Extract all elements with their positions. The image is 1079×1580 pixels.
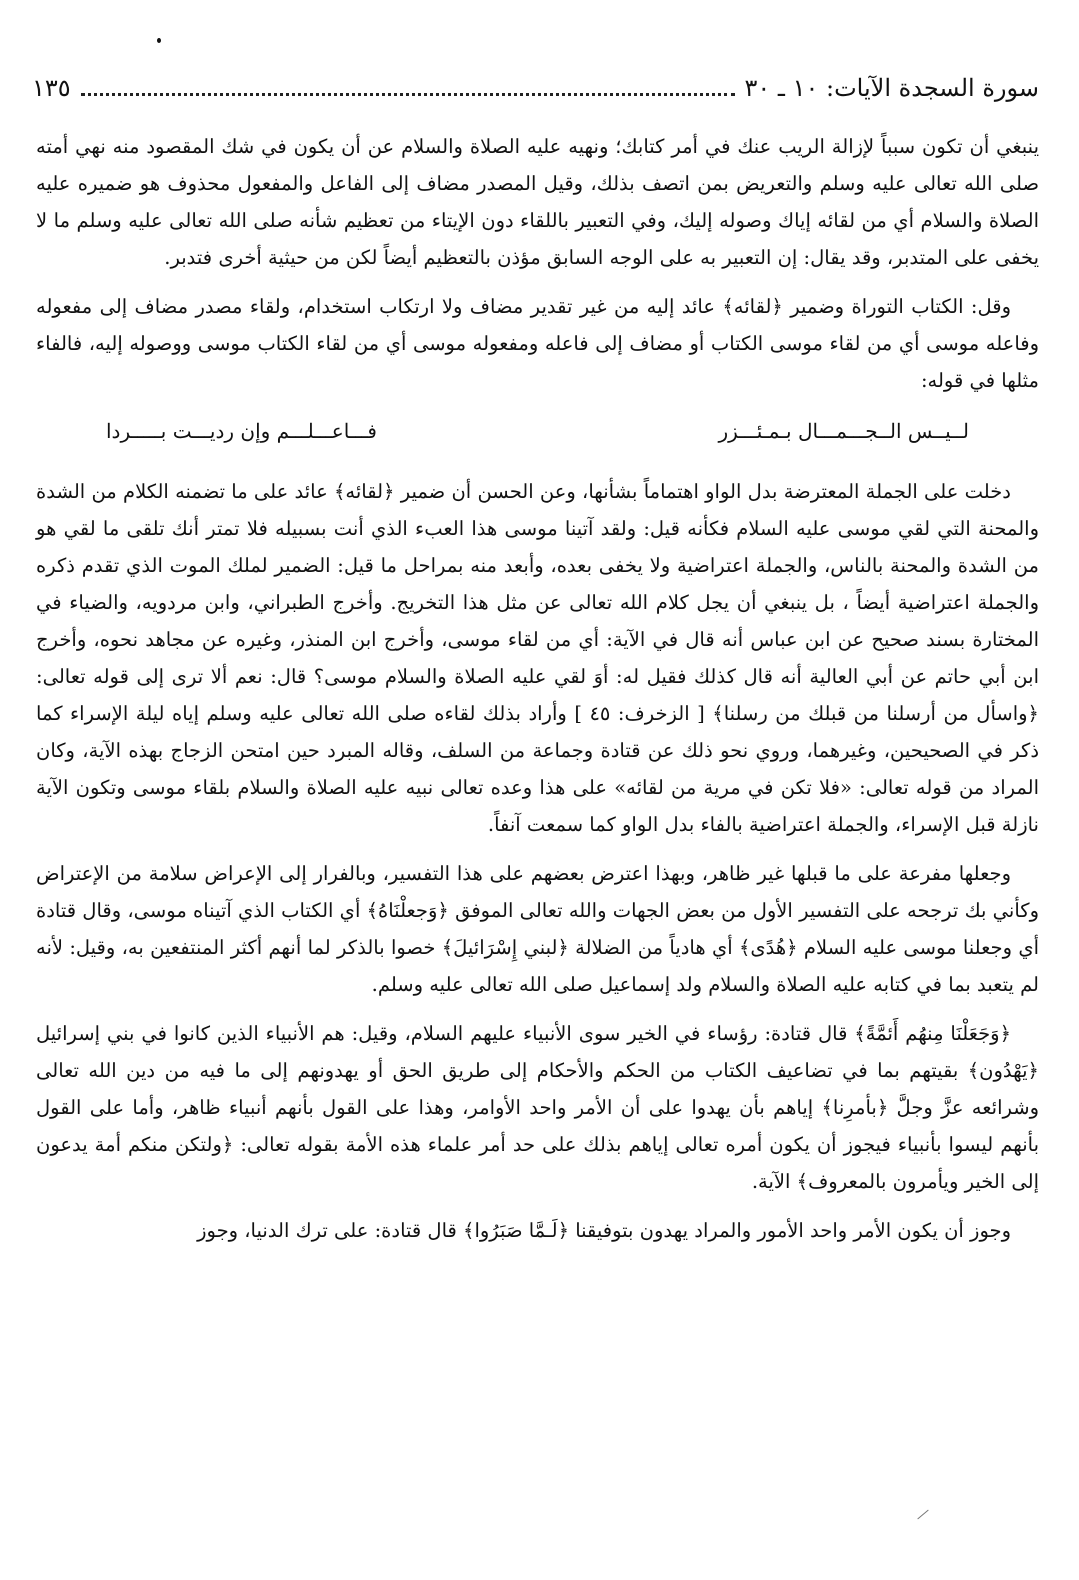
verse-second-hemistich: فـــاعـــلـــم وإن رديـــت بـــــردا	[106, 418, 377, 443]
stray-mark	[917, 1510, 928, 1520]
verse-first-hemistich: لــيــس الــجـــمـــال بـمـئـــزر	[718, 418, 969, 443]
ink-dot	[157, 38, 161, 43]
paragraph-6: وجوز أن يكون الأمر واحد الأمور والمراد يهدون بتوفيقنا ﴿لَـمَّا صَبَرُوا﴾ قال قتادة: على ترك الدنيا، وجوز	[197, 1219, 1011, 1242]
page-number: ١٣٥	[32, 74, 71, 102]
paragraph-4: وجعلها مفرعة على ما قبلها غير ظاهر، وبهذا اعترض بعضهم على هذا التفسير، وبالفرار إلى الإعراض سلامة من الإعتراض وكأني بك ترجحه على التفسير الأول من بعض الجهات والله تعالى الموفق ﴿وَجعلْنَاهُ﴾ أي الكتاب الذي آتيناه موسى، وقال قتادة أي وجعلنا موسى عليه السلام ﴿هُدًى﴾ أي هادياً من الضلالة ﴿لبني إِسْرَائيلَ﴾ خصوا بالذكر لما أنهم أكثر المنتفعين به، وقيل: لأنه لم يتعبد بما في كتابه عليه الصلاة والسلام ولد إسماعيل صلى الله تعالى عليه وسلم.	[36, 862, 1039, 996]
dotted-leader	[81, 93, 735, 96]
surah-title: سورة السجدة الآيات: ١٠ ـ ٣٠	[744, 74, 1039, 102]
running-header	[32, 68, 1039, 108]
commentary-text	[36, 128, 1039, 1261]
paragraph-2: وقل: الكتاب التوراة وضمير ﴿لقائه﴾ عائد إليه من غير تقدير مضاف ولا ارتكاب استخدام، ولقاء مصدر مضاف إلى مفعوله وفاعله موسى أي من لقاء موسى الكتاب أو مضاف إلى فاعله ومفعوله موسى أي من لقاء الكتاب موسى ووصوله إليه، فالفاء مثلها في قوله:	[36, 295, 1039, 392]
paragraph-5: ﴿وَجَعَلْنَا مِنهُم أَئمَّةً﴾ قال قتادة: رؤساء في الخير سوى الأنبياء عليهم السلام، وقيل: هم الأنبياء الذين كانوا في بني إسرائيل ﴿يَهْدُون﴾ بقيتهم بما في تضاعيف الكتاب من الحكم والأحكام إلى طريق الحق أو يهدونهم إلى ما فيه من دين الله تعالى وشرائعه عزَّ وجلَّ ﴿بأمرِنا﴾ إياهم بأن يهدوا على أن الأمر واحد الأوامر، وهذا على القول بأنهم أنبياء ظاهر، وأما على القول بأنهم ليسوا بأنبياء فيجوز أن يكون أمره تعالى إياهم بذلك على حد أمر علماء هذه الأمة بقوله تعالى: ﴿ولتكن منكم أمة يدعون إلى الخير ويأمرون بالمعروف﴾ الآية.	[36, 1022, 1039, 1193]
paragraph-3: دخلت على الجملة المعترضة بدل الواو اهتماماً بشأنها، وعن الحسن أن ضمير ﴿لقائه﴾ عائد على ما تضمنه الكلام من الشدة والمحنة التي لقي موسى عليه السلام فكأنه قيل: ولقد آتينا موسى هذا العبء الذي أنت بسبيله فلا تمتر أنك تلقى ما لقي هو من الشدة والمحنة بالناس، والجملة اعتراضية ولا يخفى بعده، وأبعد منه بمراحل ما قيل: الضمير لملك الموت الذي تقدم ذكره والجملة اعتراضية أيضاً ، بل ينبغي أن يجل كلام الله تعالى عن مثل هذا التخريج. وأخرج الطبراني، وابن مردويه، والضياء في المختارة بسند صحيح عن ابن عباس أنه قال في الآية: أي من لقاء موسى، وأخرج ابن المنذر، وغيره عن مجاهد نحوه، وأخرج ابن أبي حاتم عن أبي العالية أنه قال كذلك فقيل له: أوَ لقي عليه الصلاة والسلام موسى؟ قال: نعم ألا ترى إلى قوله تعالى: ﴿واسأل من أرسلنا من قبلك من رسلنا﴾ [ الزخرف: ٤٥ ] وأراد بذلك لقاءه صلى الله تعالى عليه وسلم إياه ليلة الإسراء كما ذكر في الصحيحين، وغيرهما، وروي نحو ذلك عن قتادة وجماعة من السلف، وقاله المبرد حين امتحن الزجاج بهذه الآية، وكان المراد من قوله تعالى: «فلا تكن في مرية من لقائه» على هذا وعده تعالى نبيه عليه الصلاة والسلام بلقاء موسى وتكون الآية نازلة قبل الإسراء، والجملة اعتراضية بالفاء بدل الواو كما سمعت آنفاً.	[36, 480, 1039, 836]
paragraph-1: ينبغي أن تكون سبباً لإزالة الريب عنك في أمر كتابك؛ ونهيه عليه الصلاة والسلام عن أن يكون في شك المقصود منه نهي أمته صلى الله تعالى عليه وسلم والتعريض بمن اتصف بذلك، وقيل المصدر مضاف إلى الفاعل والمفعول محذوف هو ضميره عليه الصلاة والسلام أي من لقائه إياك وصوله إليك، وفي التعبير باللقاء دون الإيتاء من تعظيم شأنه صلى الله تعالى عليه وسلم ما لا يخفى على المتدبر، وقد يقال: إن التعبير به على الوجه السابق مؤذن بالتعظيم أيضاً لكن من حيثية أخرى فتدبر.	[36, 135, 1039, 269]
poetry-verse	[106, 411, 969, 451]
